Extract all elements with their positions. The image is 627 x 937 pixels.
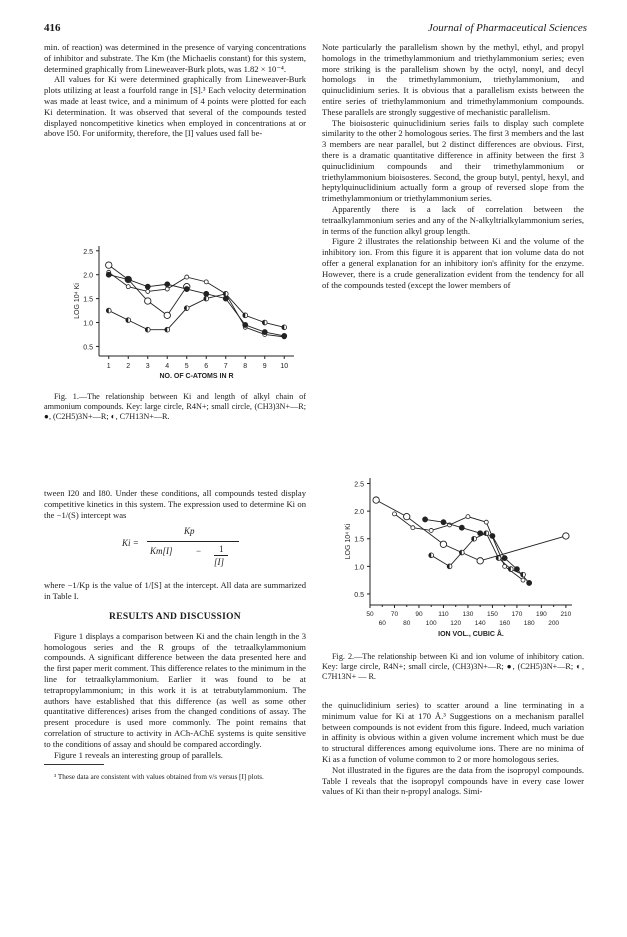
paragraph: Note particularly the parallelism shown by the methyl, ethyl, and propyl homologs in the trimethylammonium and triethylammonium series; even more striking is the parallelism shown by the octyl, nonyl, and decyl homologs in the trimethylammonium, triethylammonium, and quinuclidinium series. It is obvious that a parallelism exists between the entire series of triethylammonium and trimethylammonium compounds. These parallels are strongly suggestive of mechanistic parallelism. (322, 42, 584, 117)
page-number: 416 (44, 22, 61, 34)
data-point (146, 289, 150, 293)
data-point (165, 282, 170, 287)
x-tick-label: 70 (390, 611, 399, 618)
y-axis-label: LOG 10⁴ Ki (74, 283, 81, 319)
data-point (459, 525, 464, 530)
equation-inner-denominator: [I] (214, 557, 225, 568)
data-point (373, 497, 379, 503)
x-tick-label: 210 (560, 611, 572, 618)
x-tick-label: 5 (184, 363, 189, 370)
x-tick-label: 1 (106, 363, 111, 370)
data-point (223, 296, 228, 301)
data-point (106, 262, 112, 268)
paragraph: tween I20 and I80. Under these conditions, all compounds tested display competitive kinetics in this system. The expression used to determine Ki on the −1/(S) intercept was (44, 488, 306, 520)
x-tick-label: 3 (145, 363, 150, 370)
x-tick-label: 8 (243, 363, 248, 370)
data-point (466, 515, 470, 519)
x-tick-label: 6 (204, 363, 209, 370)
equation-numerator: Kp (184, 526, 195, 537)
footnote-rule (44, 764, 104, 765)
x-tick-label: 10 (280, 363, 289, 370)
equation-denominator: Km[I] (150, 546, 173, 557)
x-tick-label: 110 (438, 611, 449, 618)
data-point (477, 558, 483, 564)
paragraph: min. of reaction) was determined in the presence of varying concentrations of inhibitor and substrate. The Km (the Michaelis constant) for this system, determined graphically from Lineweaver-Burk plots, was 1.82 × 10⁻⁴. (44, 42, 306, 74)
x-tick-label: 160 (499, 620, 511, 627)
right-column-top (322, 42, 584, 290)
x-tick-label: 80 (403, 620, 411, 627)
y-tick-label: 1.0 (83, 320, 93, 328)
data-point (521, 578, 525, 582)
data-point (441, 520, 446, 525)
x-tick-label: 60 (378, 620, 386, 627)
x-tick-label: 140 (474, 620, 486, 627)
data-point (282, 334, 287, 339)
data-point (126, 277, 131, 282)
figure-1-chart (44, 238, 306, 388)
figure-2-chart (322, 470, 584, 648)
data-point (404, 513, 410, 519)
y-tick-label: 2.0 (83, 272, 93, 280)
x-tick-label: 190 (535, 611, 547, 618)
series-line (109, 294, 285, 330)
x-tick-label: 180 (523, 620, 535, 627)
paragraph: Not illustrated in the figures are the data from the isopropyl compounds. Table I reveals that the isopropyl compounds have in every case lower values of Ki than their n-propyl analogs. Simi- (322, 764, 584, 797)
y-tick-label: 2.5 (83, 248, 93, 256)
x-tick-label: 120 (450, 620, 462, 627)
data-point (262, 330, 267, 335)
data-point (490, 534, 495, 539)
paragraph: All values for Ki were determined graphically from Lineweaver-Burk plots utilizing at least a fourfold range in [S].³ Each velocity determination was made at least twice, and a minimum of 4 points were plotted for each Ki determination. It was observed that several of the compounds tested displayed noncompetitive kinetics when employed in concentrations at or above I50. For uniformity, therefore, the [I] values used fall be- (44, 74, 306, 139)
paragraph: Figure 1 displays a comparison between Ki and the chain length in the 3 homologous series and the R groups of the tetraalkylammonium compounds. A significant difference between the data presented here and the first paper merit comment. This difference relates to the minimum in the line for tetraalkylammonium. Earlier it was found to be at tetrapropylammonium; in this work it is at tetrabutylammonium. The authors have established that this difference (as well as some other quantitative differences) arises from the changed conditions of assay. The present procedure is used more commonly. The point remains that correlation of structure to activity in ACh-AChE systems is quite sensitive to the conditions of assay and should be compared accordingly. (44, 630, 306, 749)
y-tick-label: 1.5 (354, 536, 364, 544)
data-point (429, 528, 433, 532)
x-tick-label: 9 (262, 363, 267, 370)
paragraph: Apparently there is a lack of correlation between the tetraalkylammonium series and any of the N-alkyltrialkylammonium series, in terms of the function alkyl group length. (322, 203, 584, 236)
data-point (106, 272, 111, 277)
data-point (502, 556, 507, 561)
equation-minus: − (196, 546, 202, 557)
paragraph: the quinuclidinium series) to scatter around a line terminating in a minimum value for Ki at 170 Å.³ Suggestions on a mechanism parallel between compounds is not evident from this figure. Indeed, much variation in affinity is obvious within a given volume increment which must be due to structural differences among equivolume ions. There are no minima of Ki as a function of volume common to 2 or more homologous series. (322, 700, 584, 764)
paragraph: where −1/Kp is the value of 1/[S] at the intercept. All data are summarized in Table I. (44, 580, 306, 602)
data-point (392, 512, 396, 516)
inner-fraction-bar (214, 555, 228, 556)
data-point (484, 520, 488, 524)
right-column-bottom (322, 700, 584, 797)
data-point (145, 284, 150, 289)
data-point (164, 312, 170, 318)
x-tick-label: 200 (548, 620, 560, 627)
x-tick-label: 4 (165, 363, 170, 370)
left-column-bottom (44, 488, 306, 788)
x-tick-label: 170 (511, 611, 523, 618)
equation-inner-numerator: 1 (219, 544, 224, 555)
data-point (204, 291, 209, 296)
x-tick-label: 2 (126, 363, 131, 370)
y-tick-label: 0.5 (83, 344, 93, 352)
data-point (411, 526, 415, 530)
y-axis-label: LOG 10⁴ Ki (345, 523, 352, 560)
equation-lhs: Ki = (122, 538, 139, 549)
footnote: ³ These data are consistent with values obtained from v/s versus [I] plots. (54, 772, 264, 781)
data-point (423, 517, 428, 522)
x-tick-label: 7 (223, 363, 228, 370)
data-point (204, 280, 208, 284)
x-tick-label: 100 (425, 620, 437, 627)
section-heading: RESULTS AND DISCUSSION (109, 611, 241, 622)
series-line (394, 514, 523, 580)
x-tick-label: 50 (366, 611, 374, 618)
equation (44, 524, 306, 576)
data-point (165, 287, 169, 291)
y-tick-label: 2.5 (354, 481, 364, 489)
paragraph: Figure 2 illustrates the relationship between Ki and the volume of the inhibitory ion. From this figure it is apparent that ion volume data do not offer a general explanation for an inhibitory ion's affinity for the enzyme. However, there is a crude generalization evident from the tendency for all of the compounds tested (except the lower members of (322, 236, 584, 290)
data-point (527, 581, 532, 586)
paragraph: The bioisosteric quinuclidinium series fails to display such complete similarity to the other 2 homologous series. The first 3 members and the last 3 members are near parallel, but 2 distinct differences are obvious. First, there is a dramatic quantitative difference in affinity between the first 3 quinuclidinium compounds and their trimethylammonium or triethylammonium bioisosteres. Second, the group butyl, pentyl, hexyl, and heptylquinuclidinium actually form a group of reversed slope from the trimethylammonium or triethylammonium series. (322, 117, 584, 204)
figure-2-caption: Fig. 2.—The relationship between Ki and ion volume of inhibitory cation. Key: large circle, R4N+; small circle, (CH3)3N+—R; ●, (C2H5)3N+—R; ◐, C7H13N+ — R. (322, 652, 584, 682)
paragraph: Figure 1 reveals an interesting group of parallels. (54, 749, 223, 760)
x-tick-label: 90 (415, 611, 423, 618)
x-axis-label: ION VOL., CUBIC Å. (438, 631, 504, 638)
data-point (243, 323, 248, 328)
left-column-top (44, 42, 306, 139)
fraction-bar (147, 541, 239, 542)
figure-1-caption: Fig. 1.—The relationship between Ki and length of alkyl chain of ammonium compounds. Key: large circle, R4N+; small circle, (CH3)3N+—R; ●, (C2H5)3N+—R; ◐, C7H13N+—R. (44, 392, 306, 422)
series-line (109, 275, 285, 336)
data-point (563, 533, 569, 539)
journal-title: Journal of Pharmaceutical Sciences (427, 22, 587, 34)
x-axis-label: NO. OF C-ATOMS IN R (159, 373, 234, 380)
data-point (184, 287, 189, 292)
data-point (185, 275, 189, 279)
y-tick-label: 1.0 (354, 564, 364, 572)
y-tick-label: 1.5 (83, 296, 93, 304)
y-tick-label: 2.0 (354, 509, 364, 517)
x-tick-label: 150 (486, 611, 498, 618)
data-point (126, 285, 130, 289)
x-tick-label: 130 (462, 611, 474, 618)
data-point (145, 298, 151, 304)
data-point (440, 541, 446, 547)
y-tick-label: 0.5 (354, 591, 364, 599)
